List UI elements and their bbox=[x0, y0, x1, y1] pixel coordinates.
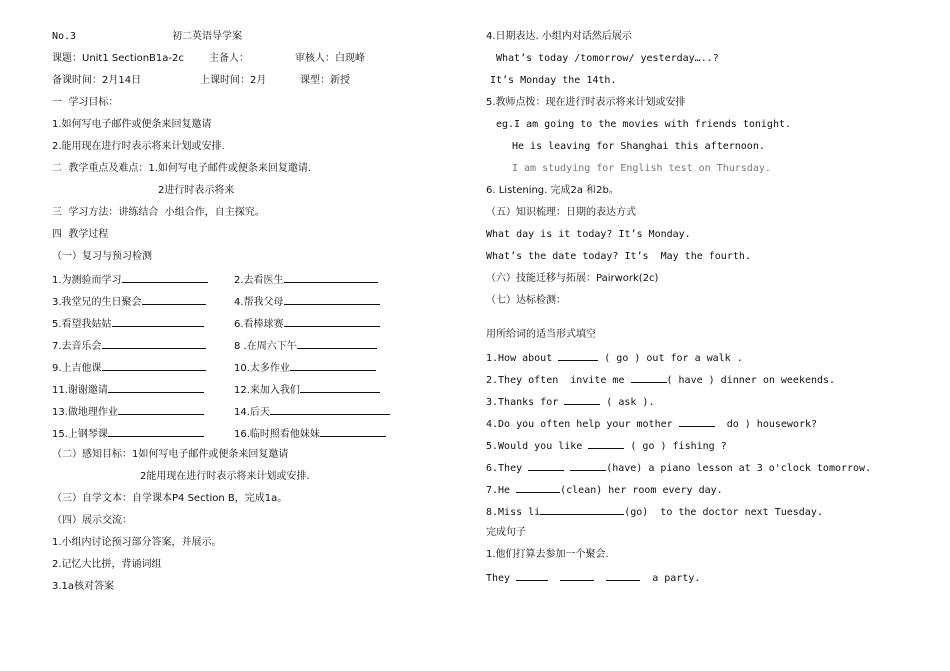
assessment: （七）达标检测： bbox=[486, 295, 566, 306]
vocab-item: 14.后天 bbox=[234, 404, 390, 419]
topic: 课题：Unit1 SectionB1a-2c bbox=[52, 53, 184, 64]
question-5: 5.Would you like ( go ) fishing ? bbox=[486, 438, 727, 453]
date-question: What’s today /tomorrow/ yesterday…..? bbox=[496, 53, 719, 64]
blank[interactable] bbox=[560, 570, 594, 581]
listening: 6. Listening. 完成2a 和2b。 bbox=[486, 185, 619, 196]
vocab-item: 8 .在周六下午 bbox=[234, 338, 377, 353]
question-3: 3.Thanks for ( ask ). bbox=[486, 394, 654, 409]
section-goals: 一 学习目标： bbox=[52, 97, 119, 108]
vocab-item: 4.帮我父母 bbox=[234, 294, 380, 309]
part-self-study: （三）自学文本：自学课本P4 Section B，完成1a。 bbox=[52, 493, 288, 504]
complete-sentences-heading: 完成句子 bbox=[486, 527, 526, 538]
section-method: 三 学习方法：讲练结合 小组合作，自主探究。 bbox=[52, 207, 265, 218]
vocab-item: 13.做地理作业 bbox=[52, 404, 204, 419]
blank[interactable] bbox=[570, 460, 606, 471]
vocab-item: 16.临时照看他妹妹 bbox=[234, 426, 386, 441]
question-4: 4.Do you often help your mother do ) housework? bbox=[486, 416, 817, 431]
example-1: eg.I am going to the movies with friends tonight. bbox=[496, 119, 792, 130]
vocab-item: 7.去音乐会 bbox=[52, 338, 206, 353]
prep-time: 备课时间：2月14日 bbox=[52, 75, 142, 86]
blank[interactable] bbox=[540, 504, 624, 515]
teacher-tip: 5.教师点拨：现在进行时表示将来计划或安排 bbox=[486, 97, 686, 108]
blank[interactable] bbox=[631, 372, 667, 383]
question-7: 7.He (clean) her room every day. bbox=[486, 482, 723, 497]
date-expression: 4.日期表达. 小组内对话然后展示 bbox=[486, 31, 632, 42]
blank[interactable] bbox=[528, 460, 564, 471]
sentence-1-answer: They a party. bbox=[486, 570, 700, 585]
part-perceive: （二）感知目标：1如何写电子邮件或便条来回复邀请 bbox=[52, 449, 289, 460]
blank[interactable] bbox=[516, 482, 560, 493]
blank[interactable] bbox=[679, 416, 715, 427]
sentence-1-prompt: 1.他们打算去参加一个聚会. bbox=[486, 549, 609, 560]
blank[interactable] bbox=[558, 350, 598, 361]
skills-transfer: （六）技能迁移与拓展：Pairwork(2c) bbox=[486, 273, 659, 284]
class-time: 上课时间：2月 bbox=[200, 75, 267, 86]
reviewer: 审核人：白现峰 bbox=[295, 53, 365, 64]
blank[interactable] bbox=[588, 438, 624, 449]
knowledge-summary: （五）知识梳理：日期的表达方式 bbox=[486, 207, 636, 218]
vocab-item: 2.去看医生 bbox=[234, 272, 378, 287]
vocab-item: 10.太多作业 bbox=[234, 360, 376, 375]
vocab-item: 9.上吉他课 bbox=[52, 360, 206, 375]
vocab-item: 12.来加入我们 bbox=[234, 382, 380, 397]
section-key-points: 二 教学重点及难点：1.如何写电子邮件或便条来回复邀请. bbox=[52, 163, 312, 174]
part-perceive-2: 2能用现在进行时表示将来计划或安排. bbox=[140, 471, 310, 482]
vocab-item: 6.看棒球赛 bbox=[234, 316, 380, 331]
header-title: 初二英语导学案 bbox=[172, 31, 242, 42]
vocab-item: 5.看望我姑姑 bbox=[52, 316, 204, 331]
preparer: 主备人： bbox=[209, 53, 249, 64]
key-point-2: 2进行时表示将来 bbox=[158, 185, 235, 196]
example-2: He is leaving for Shanghai this afternoon. bbox=[512, 141, 765, 152]
goal-2: 2.能用现在进行时表示将来计划或安排. bbox=[52, 141, 225, 152]
part-exchange: （四）展示交流： bbox=[52, 515, 132, 526]
goal-1: 1.如何写电子邮件或便条来回复邀请 bbox=[52, 119, 212, 130]
exchange-1: 1.小组内讨论预习部分答案，并展示。 bbox=[52, 537, 222, 548]
date-answer: It’s Monday the 14th. bbox=[490, 75, 617, 86]
question-6: 6.They (have) a piano lesson at 3 o'clock tomorrow. bbox=[486, 460, 871, 475]
blank[interactable] bbox=[606, 570, 640, 581]
day-sentence: What day is it today? It’s Monday. bbox=[486, 229, 691, 240]
vocab-item: 1.为测验而学习 bbox=[52, 272, 208, 287]
vocab-item: 11.谢谢邀请 bbox=[52, 382, 204, 397]
exchange-2: 2.记忆大比拼，背诵词组 bbox=[52, 559, 162, 570]
date-sentence: What’s the date today? It’s May the fourth. bbox=[486, 251, 751, 262]
question-1: 1.How about ( go ) out for a walk . bbox=[486, 350, 743, 365]
question-8: 8.Miss li (go) to the doctor next Tuesday. bbox=[486, 504, 823, 519]
header-no: No.3 bbox=[52, 31, 77, 42]
part-review: （一）复习与预习检测 bbox=[52, 251, 152, 262]
fill-in-heading: 用所给词的适当形式填空 bbox=[486, 329, 596, 340]
blank[interactable] bbox=[516, 570, 548, 581]
lesson-type: 课型：新授 bbox=[300, 75, 350, 86]
vocab-item: 3.我堂兄的生日聚会 bbox=[52, 294, 206, 309]
question-2: 2.They often invite me ( have ) dinner on weekends. bbox=[486, 372, 835, 387]
section-process: 四 教学过程 bbox=[52, 229, 109, 240]
vocab-item: 15.上钢琴课 bbox=[52, 426, 204, 441]
example-3: I am studying for English test on Thursday. bbox=[512, 163, 771, 174]
exchange-3: 3.1a核对答案 bbox=[52, 581, 115, 592]
blank[interactable] bbox=[564, 394, 600, 405]
